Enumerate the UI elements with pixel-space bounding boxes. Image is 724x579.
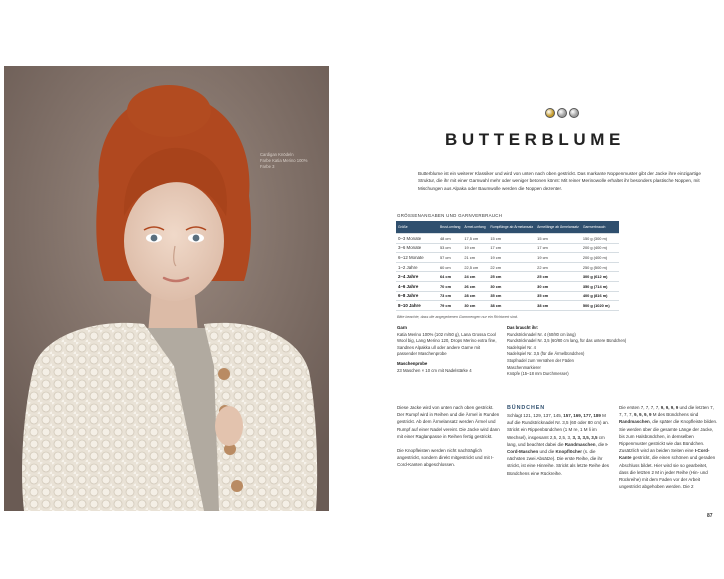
table-cell: 60 cm [438, 262, 462, 272]
table-cell: 8–10 Jahre [396, 301, 438, 311]
table-header: Ärmel-umfang [462, 221, 488, 234]
text-run: , die [595, 441, 606, 447]
photo-caption [260, 152, 329, 170]
table-header: Garnverbrauch [581, 221, 619, 234]
table-cell: 25 cm [535, 272, 581, 282]
text-bold: I-Cord-Kante [619, 448, 710, 461]
text-run: M des Bündchens sind [651, 412, 699, 418]
table-row [396, 272, 619, 282]
difficulty-level-gold-icon [545, 108, 555, 118]
text-bold: 9, 9, 9, 9 [660, 405, 679, 410]
photo-caption-line: Farbe 3 [260, 164, 275, 169]
table-cell: 0–3 Monate [396, 234, 438, 244]
text-run: cm lang, und beachtet dabei die [507, 434, 605, 447]
page-title: BUTTERBLUME [445, 130, 625, 149]
text-run: gestrickt, die einen schönen und geraden Abschluss bildet. Hier wird sie so gearbeitet, dass die letzten 2 M in jeder Reihe (Hin- und Rückreihe) mit dem Faden vor der Arbeit ungestrickt abgehoben werden. Die 2 [619, 455, 716, 490]
table-header-row [396, 221, 619, 234]
table-row [396, 253, 619, 263]
table-header: Ärmellänge ab Ärmelansatz [535, 221, 581, 234]
text-bold: Randmaschen [564, 441, 596, 447]
table-cell: 400 g (816 m) [581, 291, 619, 301]
list-item: Rundstricknadel Nr. 4 (60/80 cm lang) [507, 331, 576, 337]
table-cell: 57 cm [438, 253, 462, 263]
gauge-text: 23 Maschen × 10 cm mit Nadelstärke 4 [397, 367, 472, 373]
table-cell: 17 cm [535, 243, 581, 253]
table-cell: 500 g (1020 m) [581, 301, 619, 311]
text-bold: 9, 9, 9, 9 [634, 412, 652, 418]
table-cell: 15 cm [535, 234, 581, 244]
list-item: Nadelspiel Nr. 3,5 (für die Ärmelbündchen) [507, 351, 585, 357]
table-cell: 30 cm [535, 281, 581, 291]
table-cell: 200 g (400 m) [581, 243, 619, 253]
table-cell: 17 cm [488, 243, 535, 253]
table-cell: 6–12 Monate [396, 253, 438, 263]
table-row [396, 301, 619, 311]
sizes-heading: GRÖSSENANGABEN UND GARNVERBRAUCH [397, 213, 503, 218]
table-row [396, 262, 619, 272]
table-cell: 53 cm [438, 243, 462, 253]
table-header: Größe [396, 221, 438, 234]
table-cell: 22 cm [535, 262, 581, 272]
section-heading-buendchen: BÜNDCHEN [507, 405, 546, 411]
table-cell: 19 cm [488, 253, 535, 263]
table-cell: 64 cm [438, 272, 462, 282]
table-cell: 21 cm [462, 253, 488, 263]
tools-list [507, 325, 627, 378]
table-cell: 79 cm [438, 301, 462, 311]
list-item: Nadelspiel Nr. 4 [507, 344, 536, 350]
gauge-label: Maschenprobe [397, 360, 428, 366]
difficulty-level-grey-icon [557, 108, 567, 118]
intro-paragraph: Butterblume ist ein weiterer Klassiker und wird von unten nach oben gestrickt. Das markante Noppenmuster gibt der Jacke ihre einzigartige Struktur, die ihr mit einer Garnwahl mehr oder weniger betonen könnt: Mit reiner Merinowolle erhaltet ihr besonders plastische Noppen, mit Mischungen aus Alpaka oder Baumwolle werden die Noppen dezenter. [418, 171, 701, 191]
text-run: und die [538, 449, 556, 455]
text-run: Die ersten 7, 7, 7, 7, [619, 405, 661, 410]
table-row [396, 281, 619, 291]
text-run: , die später die Knopfleiste bilden. Sie werden über die gesamte Länge der Jacke, bis zum Halsbündchen, in demselben Rippenmuster gestrickt wie das Bündchen. Zusätzlich wird an beiden Seiten eine [619, 419, 718, 454]
text-run: und die letzten 7, 7, 7, 7, [619, 405, 714, 418]
text-bold: Randmaschen [619, 419, 650, 425]
table-cell: 1–2 Jahre [396, 262, 438, 272]
table-note: Bitte beachte, dass die angegebenen Garnmengen nur ein Richtwert sind. [397, 315, 518, 319]
table-cell: 19 cm [535, 253, 581, 263]
difficulty-level-grey-icon [569, 108, 579, 118]
table-cell: 250 g (500 m) [581, 262, 619, 272]
body-paragraph [619, 404, 718, 490]
table-cell: 22 cm [488, 262, 535, 272]
text-bold: Knopflöcher [555, 449, 583, 455]
table-cell: 26 cm [462, 281, 488, 291]
list-item: Knöpfe (15–18 mm Durchmesser) [507, 371, 569, 377]
photo-caption-line: Cardigan Knödeln [260, 152, 294, 157]
body-column-1 [397, 404, 501, 469]
list-item: Maschenmarkierer [507, 364, 541, 370]
table-cell: 24 cm [462, 272, 488, 282]
table-header: Rumpflänge ab Ärmelansatz [488, 221, 535, 234]
text-bold: I-Cord-Maschen [507, 441, 609, 455]
photo [4, 66, 329, 511]
text-run: M auf die Rundstricknadel Nr. 3,5 (60 oder 80 cm) an. Strickt ein Rippenbündchen (1 M re, 1 M li im Wechsel), insgesamt 2,5, 2,5, 3, [507, 413, 610, 440]
table-cell: 4–6 Jahre [396, 281, 438, 291]
table-header: Brust-umfang [438, 221, 462, 234]
text-bold: 157, 169, 177, 189 [563, 413, 601, 418]
yarn-label: Garn [397, 325, 408, 330]
table-cell: 30 cm [462, 301, 488, 311]
tools-label: Das braucht ihr: [507, 325, 539, 330]
list-item: Stopfnadel zum Vernähen der Fäden [507, 357, 574, 363]
table-cell: 17,5 cm [462, 234, 488, 244]
yarn-info [397, 325, 501, 374]
table-cell: 38 cm [488, 301, 535, 311]
table-cell: 200 g (400 m) [581, 253, 619, 263]
table-cell: 48 cm [438, 234, 462, 244]
table-cell: 19 cm [462, 243, 488, 253]
sizes-table [396, 221, 619, 311]
text-run: Schlagt 121, 129, 137, 145, [507, 413, 564, 418]
table-cell: 22,5 cm [462, 262, 488, 272]
table-cell: 73 cm [438, 291, 462, 301]
table-cell: 6–8 Jahre [396, 291, 438, 301]
table-cell: 38 cm [535, 301, 581, 311]
text-bold: 3, 3, 3,5, 3,5 [572, 434, 598, 440]
table-cell: 35 cm [488, 291, 535, 301]
text-run: (s. die nächsten zwei Absätze). Die erste Reihe, die ihr strickt, ist eine Hinreihe. Strickt als letzte Reihe des Bündchens eine Rückreihe. [507, 449, 610, 476]
table-cell: 35 cm [535, 291, 581, 301]
table-cell: 150 g (300 m) [581, 234, 619, 244]
table-cell: 350 g (714 m) [581, 281, 619, 291]
body-paragraph: Diese Jacke wird von unten nach oben gestrickt. Der Rumpf wird in Reihen und die Ärmel in Runden gestrickt. Ab dem Ärmelansatz werden Ärmel und Rumpf auf einer Nadel vereint. Die Jacke wird dann mit einer Raglanpasse in Reihen fertig gestrickt. [397, 405, 500, 439]
table-cell: 70 cm [438, 281, 462, 291]
table-cell: 300 g (612 m) [581, 272, 619, 282]
table-row [396, 234, 619, 244]
girl-in-cardigan-illustration [4, 66, 329, 511]
body-paragraph [507, 412, 611, 477]
body-paragraph: Die Knopfleisten werden nicht nachträglich angestrickt, sondern direkt mitgestrickt und mit I-Cord-Kanten abgeschlossen. [397, 448, 494, 468]
table-row [396, 243, 619, 253]
table-cell: 25 cm [488, 272, 535, 282]
photo-caption-line: Farbe Katia Merino 100% [260, 158, 308, 163]
list-item: Rundstricknadel Nr. 3,5 (60/80 cm lang, für das untere Bündchen) [507, 338, 627, 344]
table-cell: 3–6 Monate [396, 243, 438, 253]
body-column-3 [619, 404, 718, 490]
page-number: 87 [707, 513, 713, 519]
yarn-text: Katia Merino 100% (102 m/50 g), Lana Grossa Cool Wool big, Lang Merino 120, Drops Merino extra fine, Sandnes Alpakka ull oder andere Garne mit passender Maschenprobe [397, 331, 497, 357]
table-cell: 15 cm [488, 234, 535, 244]
table-row [396, 291, 619, 301]
table-cell: 2–4 Jahre [396, 272, 438, 282]
body-column-2 [507, 404, 611, 477]
table-cell: 28 cm [462, 291, 488, 301]
table-cell: 30 cm [488, 281, 535, 291]
